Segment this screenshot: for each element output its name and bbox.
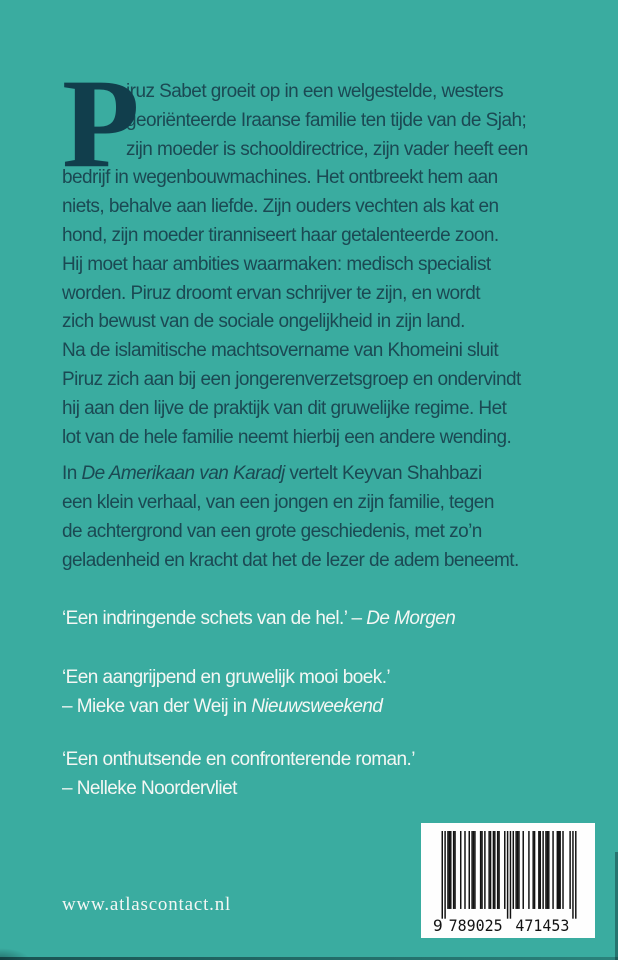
press-quote-3: ‘Een onthutsende en confronterende roman.’ – Nelleke Noordervliet — [62, 748, 415, 799]
blurb — [62, 54, 574, 804]
drop-cap-letter: P — [62, 54, 140, 194]
isbn-barcode-graphic — [433, 831, 585, 934]
press-quote-2: ‘Een aangrijpend en gruwelijk mooi boek.’ – Mieke van der Weij in Nieuwsweekend — [62, 667, 391, 718]
barcode-digits: 471453 — [515, 916, 570, 934]
press-quote-1: ‘Een indringende schets van de hel.’ – De Morgen — [62, 607, 456, 629]
barcode-digits: 9 — [433, 916, 443, 934]
publisher-website: www.atlascontact.nl — [62, 894, 232, 915]
barcode-digits: 789025 — [448, 916, 503, 934]
photo-edge-corner — [0, 948, 30, 960]
blurb-paragraph-2: In De Amerikaan van Karadj vertelt Keyvan Shahbazi een klein verhaal, van een jongen en zijn familie, tegen de achtergrond van een grote geschiedenis, met zo’n geladenheid en kracht dat het de lezer de adem beneemt. — [62, 463, 519, 571]
blurb-paragraph-1-text: iruz Sabet groeit op in een welgestelde, westers georiënteerde Iraanse familie ten tijde van de Sjah; zijn moeder is schooldirectrice, zijn vader heeft een bedrijf in wegenbouwmachines. Het ontbreekt hem aan niets, behalve aan liefde. Zijn ouders vechten als kat en hond, zijn moeder tiranniseert haar getalenteerde zoon. Hij moet haar ambities waarmaken: medisch specialist worden. Piruz droomt ervan schrijver te zijn, en wordt zich bewust van de sociale ongelijkheid in zijn land. Na de islamitische machtsovername van Khomeini sluit Piruz zich aan bij een jongerenverzetsgroep en ondervindt hij aan den lijve de praktijk van dit gruwelijke regime. Het lot van de hele familie neemt hierbij een andere wending. — [62, 81, 528, 448]
isbn-barcode — [421, 823, 595, 938]
blurb-paragraph-1 — [62, 54, 574, 452]
